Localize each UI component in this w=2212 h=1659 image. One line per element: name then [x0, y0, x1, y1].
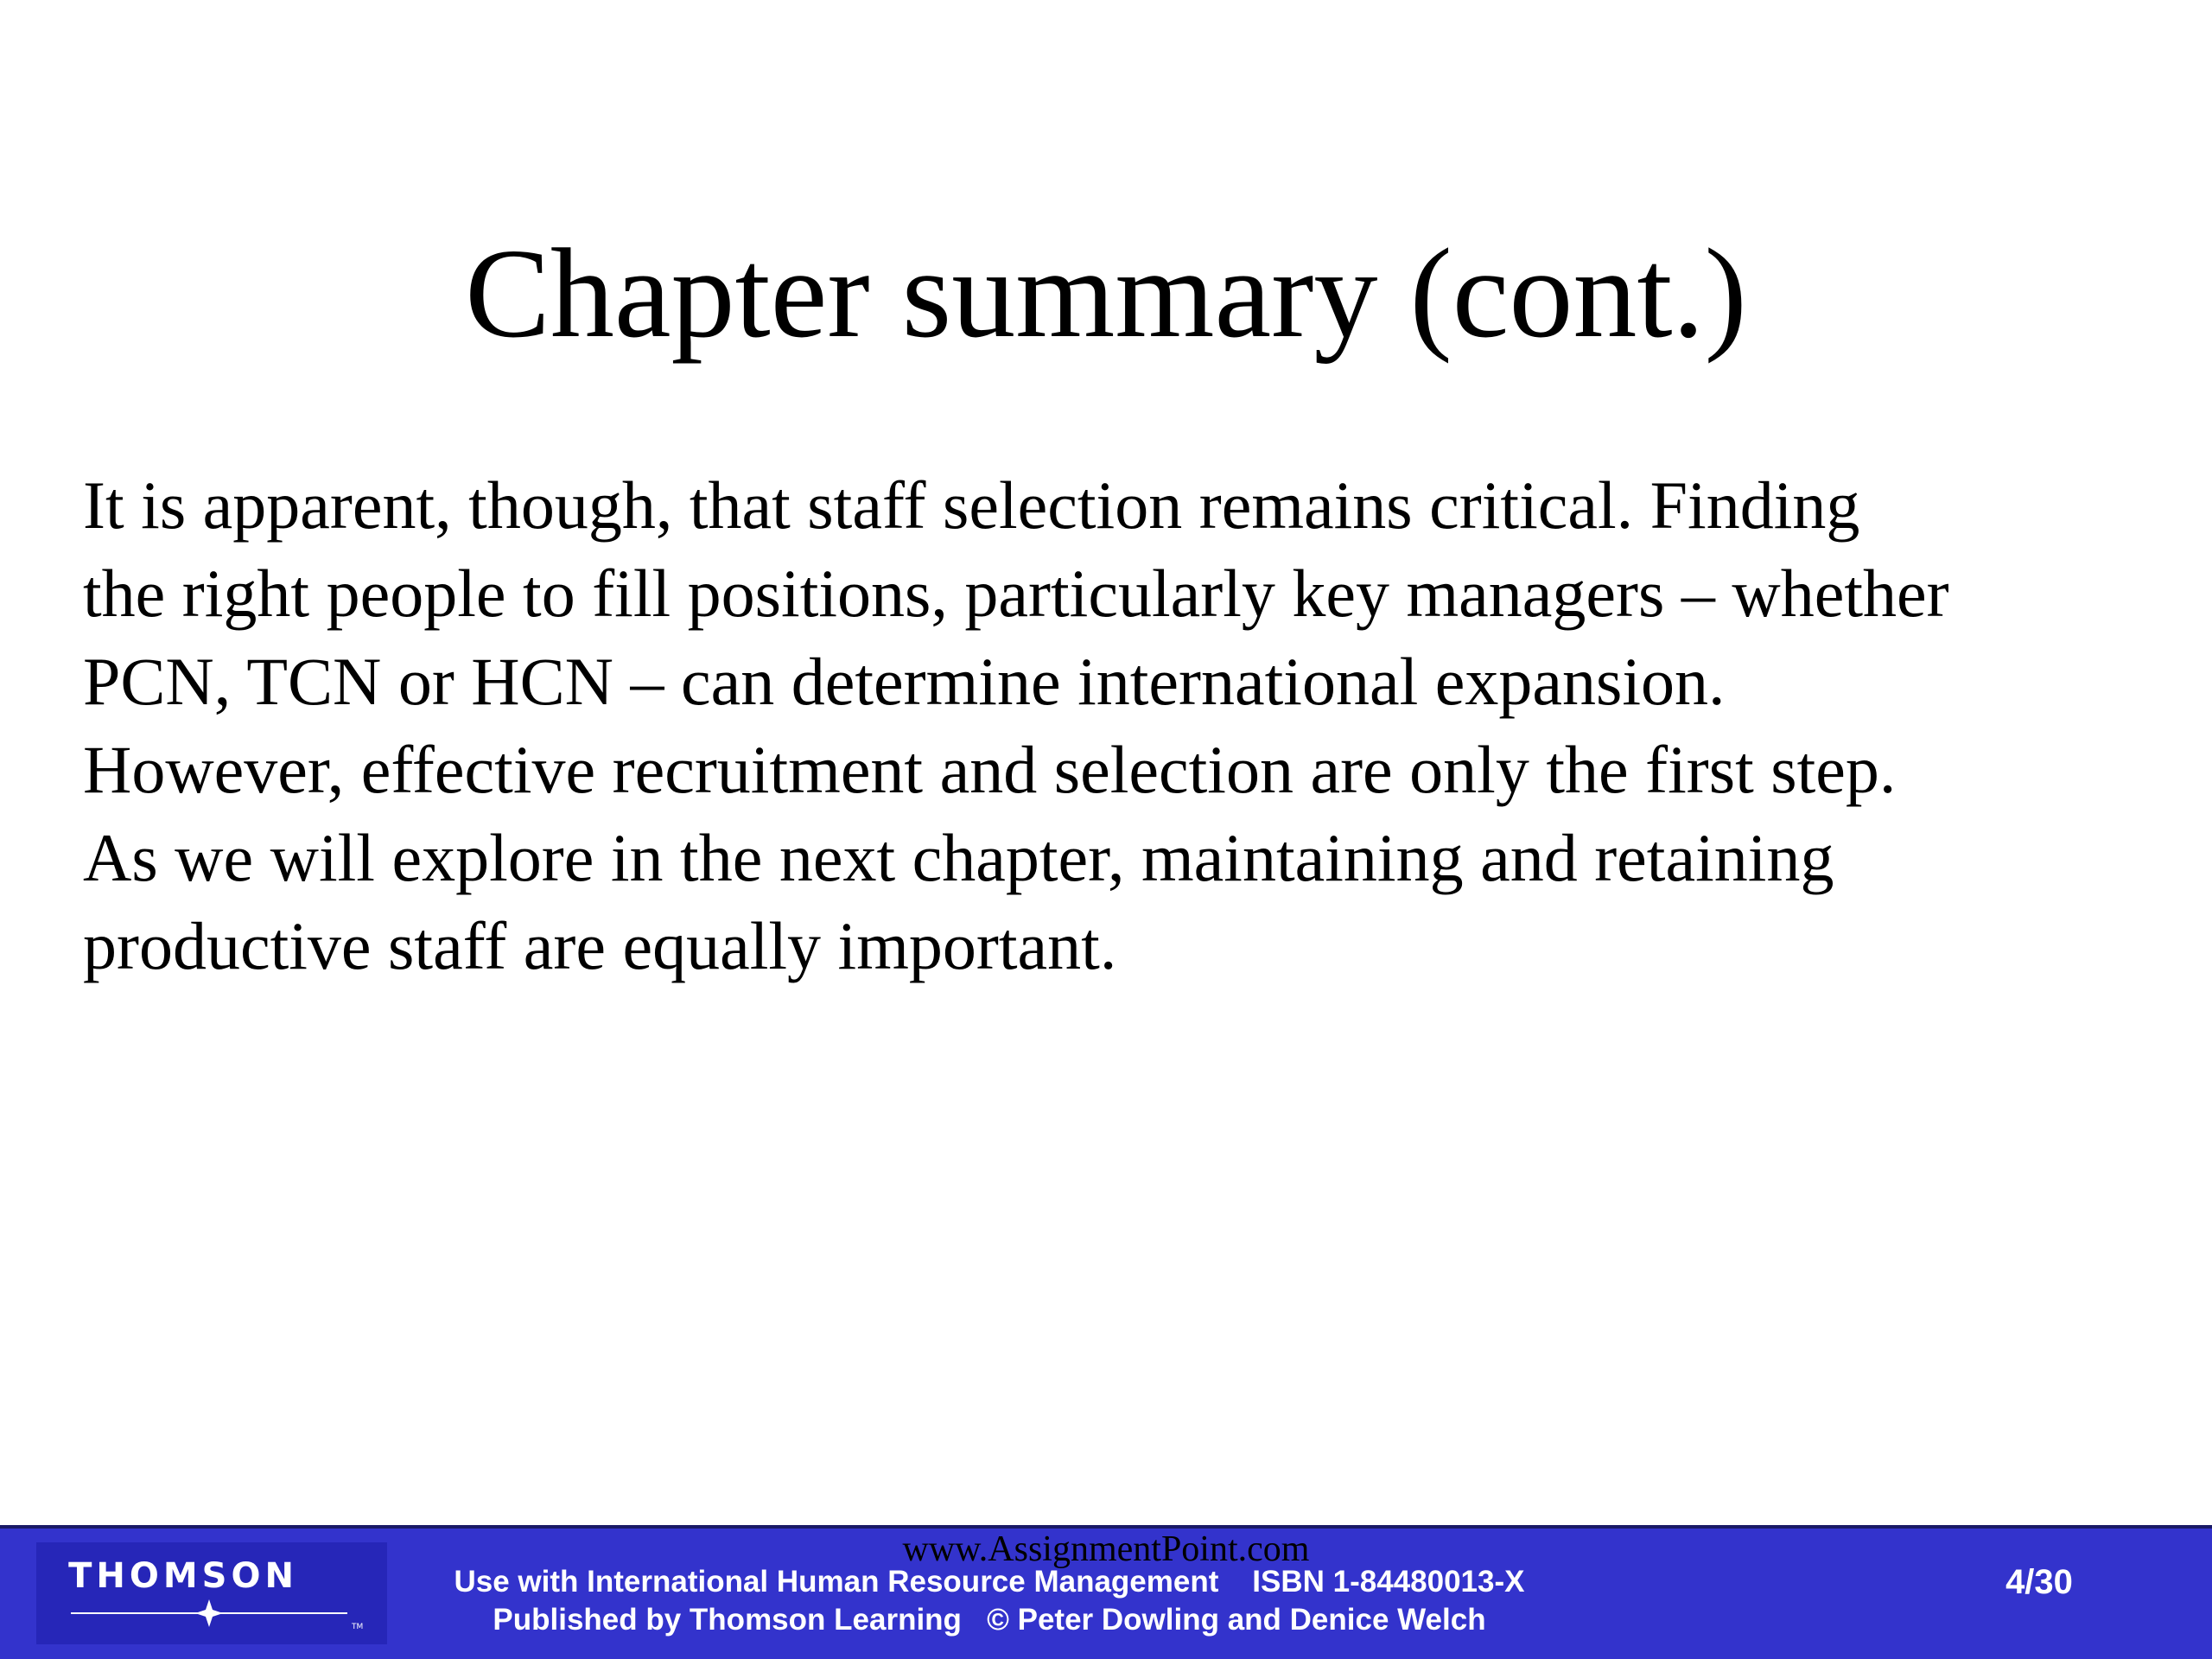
- footer-line-2: Published by Thomson Learning © Peter Dowling and Denice Welch: [493, 1603, 1486, 1637]
- footer-line-1: Use with International Human Resource Management ISBN 1-84480013-X: [454, 1565, 1525, 1599]
- slide-body: [83, 461, 2174, 990]
- body-line-3: PCN, TCN or HCN – can determine international expansion.: [83, 644, 1726, 719]
- logo-text: THOMSON: [68, 1556, 298, 1596]
- body-line-2: the right people to fill positions, particularly key managers – whether: [83, 556, 1949, 631]
- footer-info: [0, 1563, 1979, 1639]
- watermark: www.AssignmentPoint.com: [902, 1529, 1310, 1569]
- body-line-1: It is apparent, though, that staff selection remains critical. Finding: [83, 467, 1860, 543]
- body-line-6: productive staff are equally important.: [83, 908, 1117, 983]
- slide-title: Chapter summary (cont.): [465, 223, 1747, 365]
- body-line-4: However, effective recruitment and selection are only the first step.: [83, 732, 1897, 807]
- page-number: 4/30: [2005, 1563, 2073, 1601]
- body-line-5: As we will explore in the next chapter, maintaining and retaining: [83, 820, 1834, 895]
- logo-tm: TM: [352, 1623, 364, 1631]
